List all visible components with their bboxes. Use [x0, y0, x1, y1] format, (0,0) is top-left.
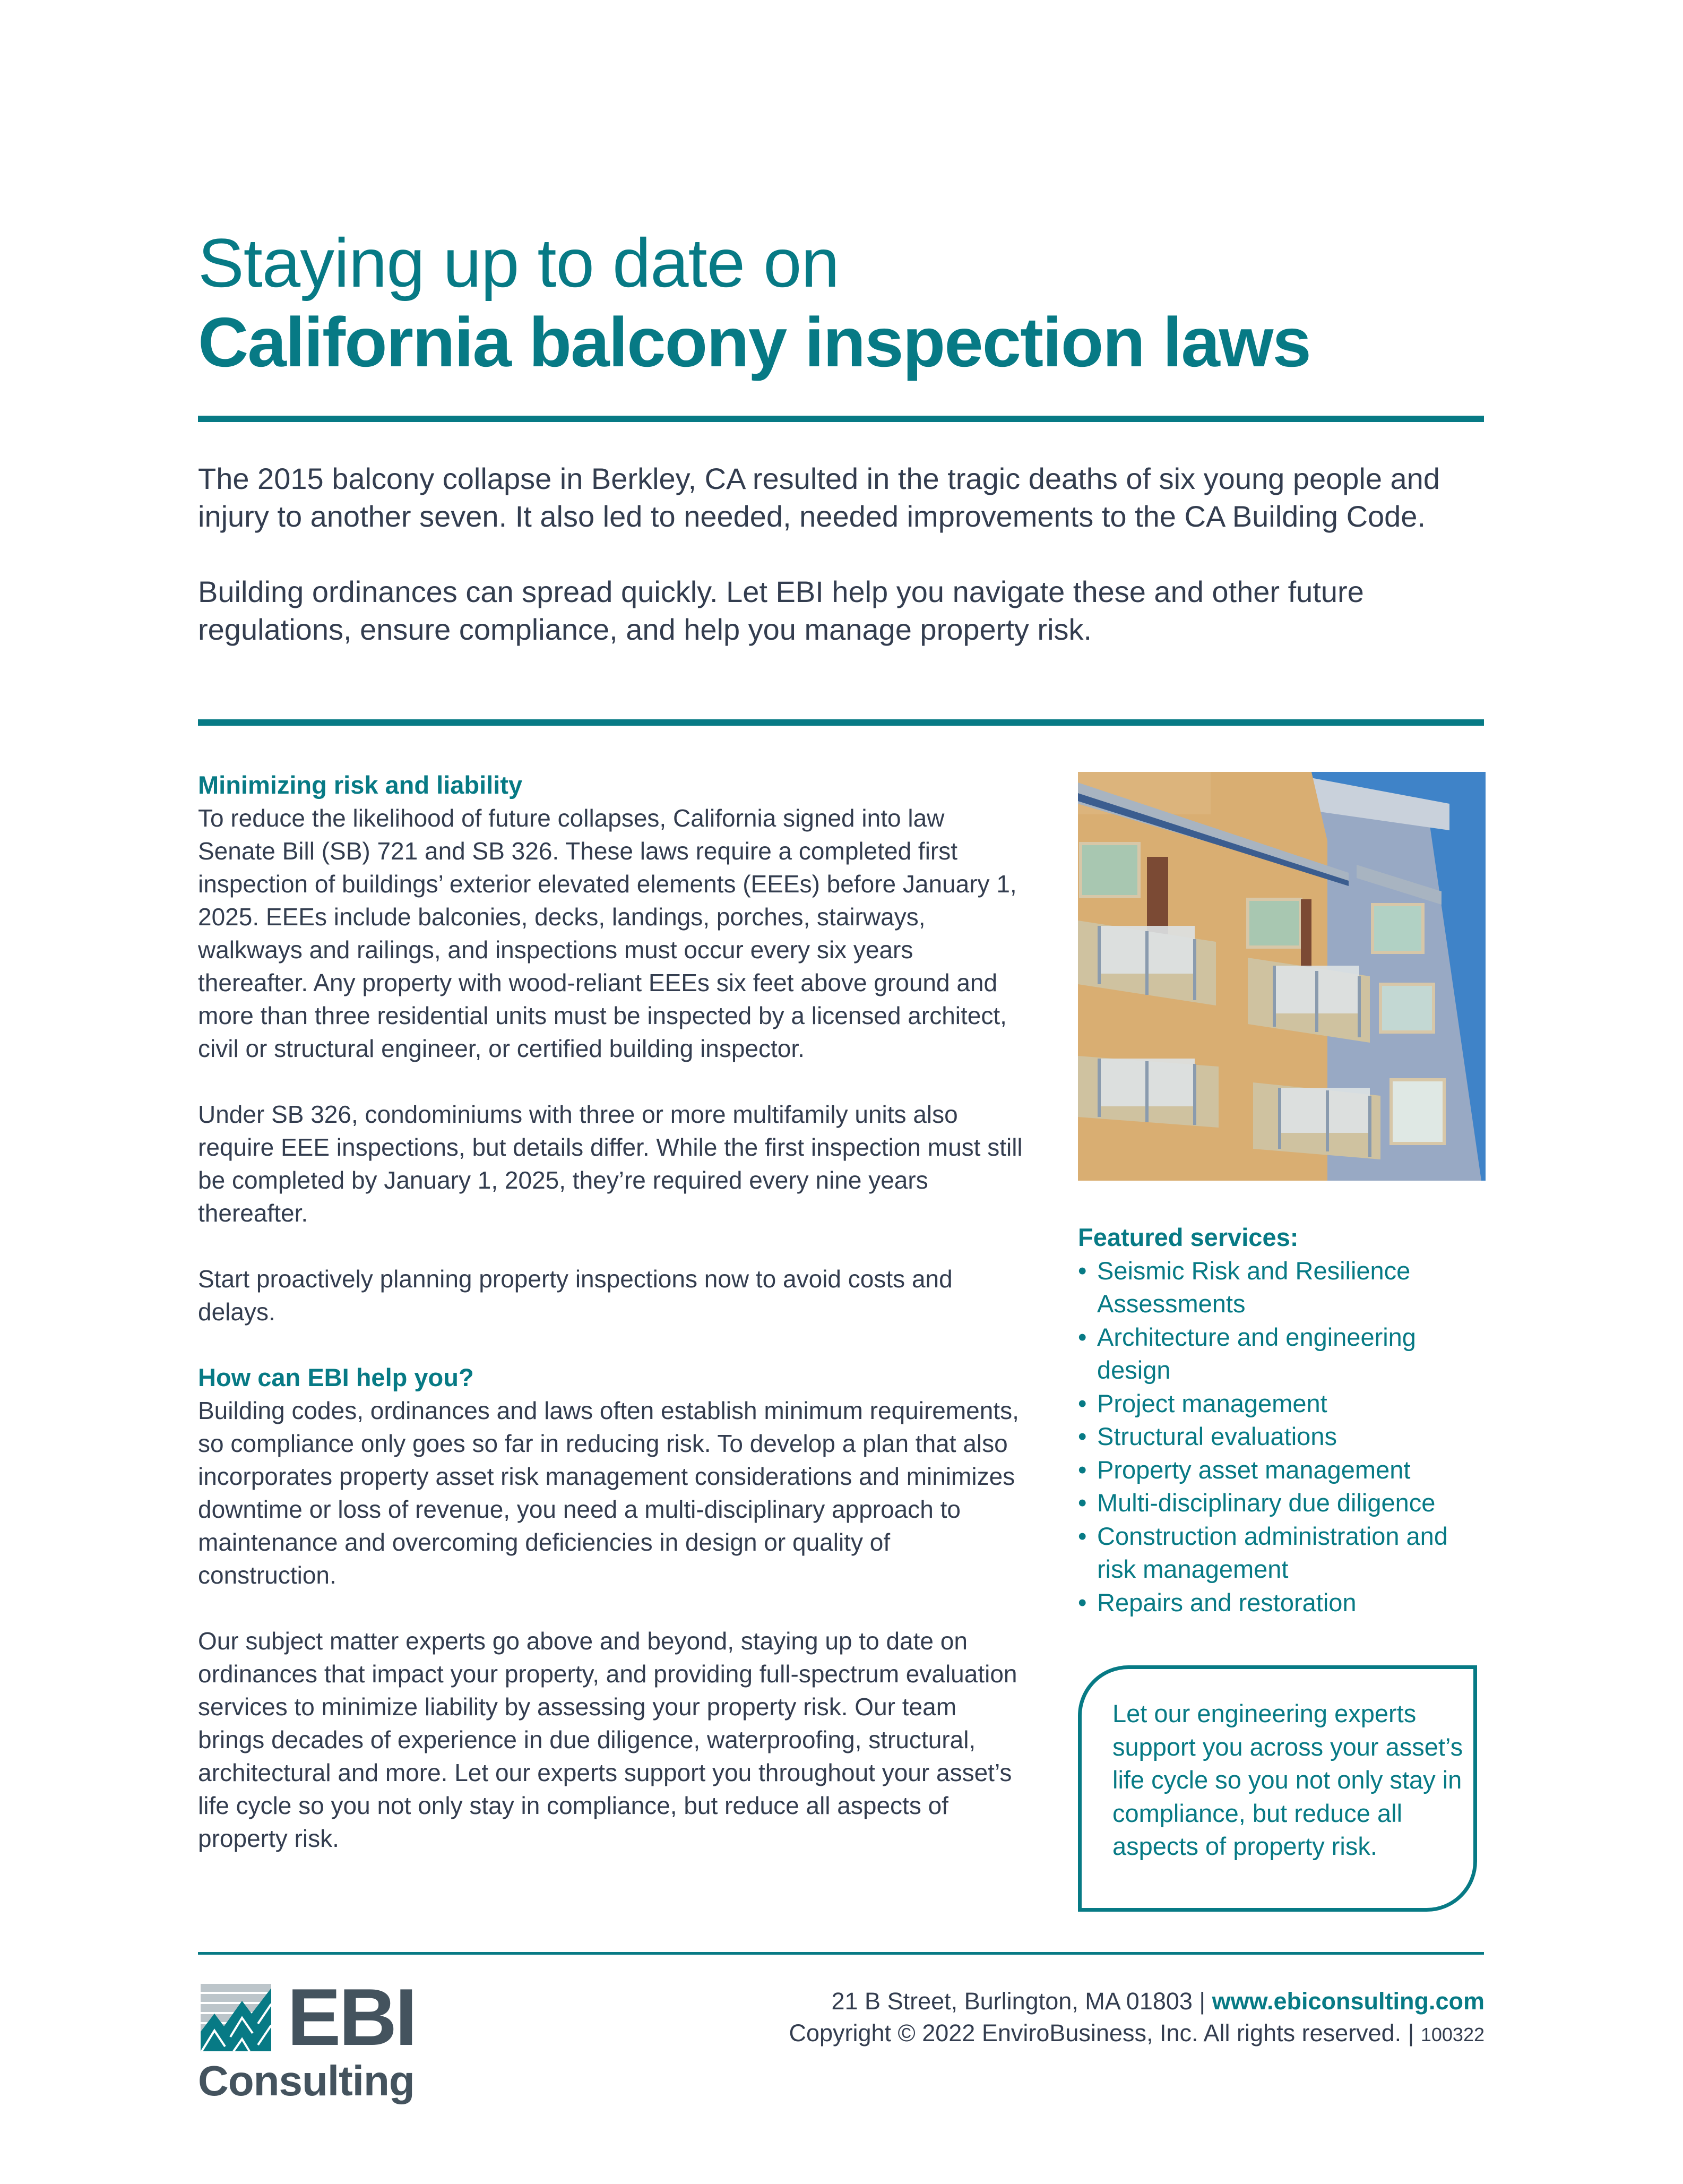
website-link[interactable]: www.ebiconsulting.com [1212, 1988, 1485, 2015]
callout-text: Let our engineering experts support you across your asset’s life cycle so you not only stay in compliance, but reduce all aspects of property risk. [1112, 1699, 1463, 1860]
footer-copyright-line [789, 2017, 1485, 2051]
callout-box [1078, 1665, 1477, 1912]
intro-paragraph: The 2015 balcony collapse in Berkley, CA resulted in the tragic deaths of six young people and injury to another seven. It also led to needed, needed improvements to the CA Building Code. [198, 462, 1440, 533]
intro-section [198, 460, 1488, 648]
services-heading: Featured services: [1078, 1223, 1299, 1251]
page-title-line1: Staying up to date on [198, 224, 839, 302]
featured-services [1078, 1221, 1492, 1619]
service-item: • Multi-disciplinary due diligence [1078, 1486, 1492, 1520]
section-heading: How can EBI help you? [198, 1363, 474, 1391]
logo-consulting-text: Consulting [198, 2057, 415, 2104]
service-item: • Construction administration and risk management [1078, 1520, 1492, 1586]
bullet-icon: • [1078, 1521, 1087, 1550]
footer-address-line [832, 1985, 1485, 2017]
section-heading: Minimizing risk and liability [198, 771, 523, 799]
copyright-text: Copyright © 2022 EnviroBusiness, Inc. All rights reserved. | [789, 2019, 1421, 2047]
ebi-consulting-logo [198, 1972, 416, 2106]
bullet-icon: • [1078, 1588, 1087, 1616]
bullet-icon: • [1078, 1489, 1087, 1517]
page-title-line2: California balcony inspection laws [198, 303, 1310, 381]
logo-mountain-icon [201, 1984, 271, 2051]
services-list [1078, 1254, 1492, 1620]
service-item: • Repairs and restoration [1078, 1586, 1492, 1620]
body-paragraph: Building codes, ordinances and laws often establish minimum requirements, so compliance only goes so far in reducing risk. To develop a plan that also incorporates property asset risk management considerations and minimizes downtime or loss of revenue, you need a multi-disciplinary approach to maintenance and overcoming deficiencies in design or quality of construction. [198, 1397, 1019, 1589]
intro-paragraph: Building ordinances can spread quickly. Let EBI help you navigate these and other future regulations, ensure compliance, and help you manage property risk. [198, 575, 1364, 646]
service-item: • Seismic Risk and Resilience Assessments [1078, 1254, 1492, 1321]
service-item: • Structural evaluations [1078, 1420, 1492, 1454]
bullet-icon: • [1078, 1389, 1087, 1417]
intro-divider [198, 719, 1484, 726]
bullet-icon: • [1078, 1422, 1087, 1450]
logo-ebi-text: EBI [287, 1972, 416, 2062]
bullet-icon: • [1078, 1455, 1087, 1484]
service-item: • Property asset management [1078, 1454, 1492, 1487]
building-photo [1078, 772, 1486, 1181]
body-paragraph: Start proactively planning property inspections now to avoid costs and delays. [198, 1265, 953, 1326]
address-text: 21 B Street, Burlington, MA 01803 | [831, 1988, 1212, 2015]
body-paragraph: Under SB 326, condominiums with three or more multifamily units also require EEE inspections, but details differ. While the first inspection must still be completed by January 1, 2025, they’re required every nine years thereafter. [198, 1100, 1023, 1227]
title-divider [198, 416, 1484, 422]
body-paragraph: Our subject matter experts go above and beyond, staying up to date on ordinances that impact your property, and providing full-spectrum evaluation services to minimize liability by assessing your property risk. Our team brings decades of experience in due diligence, waterproofing, structural, architectural and more. Let our experts support you throughout your asset’s life cycle so you not only stay in compliance, but reduce all aspects of property risk. [198, 1627, 1017, 1852]
main-column [198, 769, 1026, 1855]
service-item: • Project management [1078, 1387, 1492, 1421]
bullet-icon: • [1078, 1322, 1087, 1351]
document-code: 100322 [1420, 2024, 1485, 2045]
service-item: • Architecture and engineering design [1078, 1321, 1492, 1387]
bullet-icon: • [1078, 1256, 1087, 1285]
footer-divider [198, 1952, 1484, 1955]
body-paragraph: To reduce the likelihood of future collapses, California signed into law Senate Bill (SB) 721 and SB 326. These laws require a completed first inspection of buildings’ exterior elevated elements (EEEs) before January 1, 2025. EEEs include balconies, decks, landings, porches, stairways, walkways and railings, and inspections must occur every six years thereafter. Any property with wood-reliant EEEs six feet above ground and more than three residential units must be inspected by a licensed architect, civil or structural engineer, or certified building inspector. [198, 804, 1017, 1062]
